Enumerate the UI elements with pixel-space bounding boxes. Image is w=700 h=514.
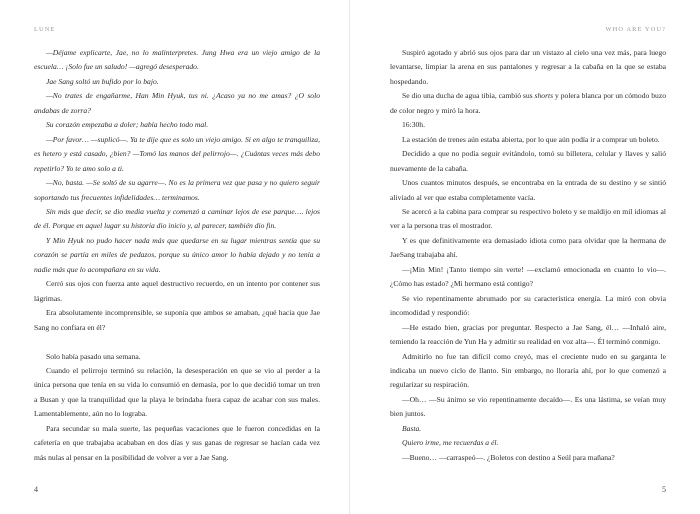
page-number: 5 — [662, 485, 666, 494]
paragraph — [34, 205, 320, 234]
paragraph — [390, 118, 666, 132]
text-segment: —Por favor… —suplicó—. Ya te dije que es solo un viejo amigo. Si en algo te tranquiliza, es hetero y está casado, ¿bien? —Tomó las manos del pelirrojo—. ¿Cuántas veces más debo repetirlo? Yo te amo solo a ti. — [34, 134, 320, 173]
paragraph — [390, 422, 666, 436]
text-segment: —¡Min Min! ¡Tanto tiempo sin verte! —exclamó emocionada en cuanto lo vio—. ¿Cómo has estado? ¿Mi hermano está contigo? — [390, 264, 666, 289]
text-segment: Cerró sus ojos con fuerza ante aquel destructivo recuerdo, en un intento por contener sus lágrimas. — [34, 279, 320, 303]
page-number: 4 — [34, 485, 38, 494]
text-segment: Cuando el pelirrojo terminó su relación, la desesperación en que se vio al perder a la única persona que tenía en su vida lo consumió en demasía, por lo que decidió tomar un tren a Busan y que la tranquilidad que la playa le brindaba fuera capaz de acabar con sus males. Lamentablemente, aún no lo lograba. — [34, 365, 320, 419]
text-segment: —Oh… —Su ánimo se vio repentinamente decaído—. Es una lástima, se veían muy bien juntos. — [390, 394, 666, 419]
text-segment: —No trates de engañarme, Han Min Hyuk, tus ni. ¿Acaso ya no me amas? ¿O solo andabas de zorra? — [34, 91, 320, 115]
text-segment: 16:30h. — [402, 120, 425, 130]
paragraph — [34, 118, 320, 132]
paragraph — [34, 234, 320, 277]
text-segment: Jae Sang soltó un bufido por lo bajo. — [46, 76, 159, 86]
paragraph — [390, 147, 666, 176]
text-segment: —He estado bien, gracias por preguntar. Respecto a Jae Sang, él… —Inhaló aire, temiendo la reacción de Yun Ha y admitir su realidad en voz alta—. Él terminó conmigo. — [390, 322, 666, 347]
paragraph — [34, 75, 320, 89]
paragraph — [390, 263, 666, 292]
paragraph — [34, 422, 320, 465]
text-segment: Era absolutamente incomprensible, se suponía que ambos se amaban, ¿qué hacía que Jae Sang no confiara en él? — [34, 308, 320, 332]
text-segment: Para secundar su mala suerte, las pequeñas vacaciones que le fueron concedidas en la cafetería en que trabajaba acababan en dos días y sus ganas de regresar se hacían cada vez más nulas al pensar en la posibilidad de volver a ver a Jae Sang. — [34, 423, 320, 462]
text-segment: y polera blanca por un cómodo buzo de color negro y miró la hora. — [390, 91, 666, 115]
paragraph — [34, 350, 320, 364]
text-segment: Y Min Hyuk no pudo hacer nada más que quedarse en su lugar mientras sentía que su corazón se partía en miles de pedazos, porque su único amor lo había dejado y no tenía a nadie más que lo acompañara en su vida. — [34, 235, 320, 274]
running-head: WHO ARE YOU? — [605, 26, 666, 33]
paragraph — [34, 133, 320, 176]
paragraph — [390, 133, 666, 147]
text-segment: Decidido a que no podía seguir evitándolo, tomó su billetera, celular y llaves y salió nuevamente de la cabaña. — [390, 149, 666, 173]
text-segment: Basta. — [402, 423, 422, 433]
text-segment: —No, basta. —Se soltó de su agarre—. No es la primera vez que pasa y no quiero seguir soportando tus frecuentes infidelidades… terminamos. — [34, 178, 320, 202]
text-segment: —Bueno… —carraspeó—. ¿Boletos con destino a Seúl para mañana? — [402, 452, 615, 462]
text-segment: Se acercó a la cabina para comprar su respectivo boleto y se maldijo en mil idiomas al ver a la persona tras el mostrador. — [390, 206, 666, 231]
paragraph — [34, 306, 320, 335]
text-segment: Suspiró agotado y abrió sus ojos para dar un vistazo al cielo una vez más, para luego levantarse, limpiar la arena en sus pantalones y regresar a la cabaña en la que se estaba hospedando. — [390, 48, 666, 86]
paragraph — [34, 176, 320, 205]
text-segment: Sin más que decir, se dio media vuelta y comenzó a caminar lejos de ese parque…. lejos de él. Porque en aquel lugar su historia dio inicio y, al parecer, también dio fin. — [34, 206, 320, 231]
paragraph — [34, 46, 320, 75]
paragraph — [390, 89, 666, 118]
text-segment: Solo había pasado una semana. — [46, 351, 141, 361]
text-segment: Admitirlo no fue tan difícil como creyó, mas el creciente nudo en su garganta le indicaba un nuevo ciclo de llanto. Sin embargo, no lloraría ahí, por lo que comenzó a regularizar su respiración. — [390, 351, 666, 390]
running-head: LUNE — [34, 26, 56, 33]
paragraph — [390, 451, 666, 465]
paragraph — [34, 364, 320, 422]
text-segment: Quiero irme, me recuerdas a él. — [402, 438, 499, 448]
text-segment: Y es que definitivamente era demasiado idiota como para olvidar que la hermana de JaeSang trabajaba ahí. — [390, 235, 666, 260]
paragraph — [390, 234, 666, 263]
paragraph — [34, 277, 320, 306]
page-body — [390, 46, 666, 465]
paragraph — [390, 46, 666, 89]
paragraph — [390, 205, 666, 234]
paragraph — [34, 89, 320, 118]
text-segment: Unos cuantos minutos después, se encontraba en la entrada de su destino y se sintió aliviado al ver que estaba completamente vacía. — [390, 178, 666, 202]
text-segment: Su corazón empezaba a doler; había hecho todo mal. — [46, 120, 209, 130]
paragraph — [390, 350, 666, 393]
right-page — [350, 0, 700, 514]
paragraph — [390, 393, 666, 422]
paragraph — [390, 292, 666, 321]
paragraph — [390, 321, 666, 350]
text-segment: Se dio una ducha de agua tibia, cambió sus — [402, 91, 535, 101]
text-segment: Se vio repentinamente abrumado por su característica energía. La miró con obvia incomodidad y respondió: — [390, 293, 666, 318]
text-segment: —Déjame explicarte, Jae, no lo malinterpretes. Jung Hwa era un viejo amigo de la escuela… ¡Solo fue un saludo! —agregó desesperado. — [34, 48, 320, 72]
emphasis-text: shorts — [534, 91, 554, 101]
paragraph — [390, 436, 666, 450]
page-body — [34, 46, 320, 465]
paragraph — [390, 176, 666, 205]
text-segment: La estación de trenes aún estaba abierta, por lo que aún podía ir a comprar un boleto. — [402, 134, 660, 144]
